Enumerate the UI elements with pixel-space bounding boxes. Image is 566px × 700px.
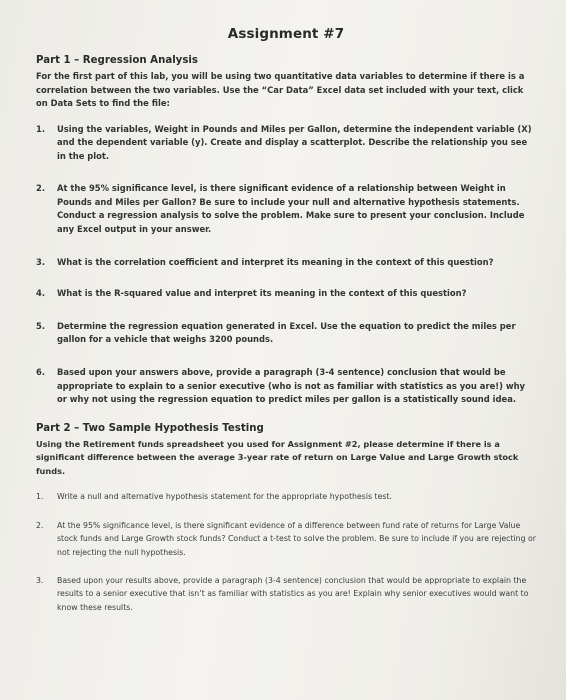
part-2-heading: Part 2 – Two Sample Hypothesis Testing <box>36 422 264 434</box>
question-item <box>36 287 536 301</box>
question-text: Write a null and alternative hypothesis statement for the appropriate hypothesis test. <box>57 492 392 502</box>
question-text: At the 95% significance level, is there significant evidence of a difference between fund rate of returns for Large Value stock funds and Large Growth stock funds? Conduct a t-test to solve the problem. Be sure to include if you are rejecting or not rejecting the null hypothesis. <box>57 520 537 557</box>
question-number: 3. <box>36 256 46 267</box>
question-text: Based upon your results above, provide a paragraph (3-4 sentence) conclusion that would be appropriate to explain the results to a senior executive that isn’t as familiar with statistics as you are! Explain why senior executives would want to know these results. <box>57 575 529 612</box>
question-text: At the 95% significance level, is there significant evidence of a relationship between Weight in Pounds and Miles per Gallon? Be sure to include your null and alternative hypothesis statements. Conduct a regression analysis to solve the problem. Make sure to present your conclusion. Include any Excel output in your answer. <box>57 183 525 235</box>
part-1-questions <box>36 123 536 407</box>
part-1-intro: For the first part of this lab, you will be using two quantitative data variables to determine if there is a correlation between the two variables. Use the “Car Data” Excel data set included with your text, click on Data Sets to find the file: <box>36 71 525 108</box>
question-text: Using the variables, Weight in Pounds and Miles per Gallon, determine the independent variable (X) and the dependent variable (y). Create and display a scatterplot. Describe the relationship you see in the plot. <box>57 123 532 161</box>
question-item <box>36 366 536 407</box>
question-text: What is the correlation coefficient and interpret its meaning in the context of this question? <box>57 256 494 267</box>
question-item <box>36 182 536 236</box>
question-item <box>36 519 536 559</box>
question-number: 2. <box>36 183 46 194</box>
question-number: 1. <box>36 123 46 134</box>
question-item <box>36 490 536 503</box>
question-number: 5. <box>36 320 46 331</box>
question-item <box>36 574 536 614</box>
question-number: 3. <box>36 575 44 585</box>
question-number: 2. <box>36 520 44 530</box>
question-text: Determine the regression equation generated in Excel. Use the equation to predict the miles per gallon for a vehicle that weighs 3200 pounds. <box>57 320 516 345</box>
question-item <box>36 320 536 347</box>
page-title: Assignment #7 <box>227 26 345 42</box>
question-number: 6. <box>36 367 46 378</box>
question-item <box>36 123 536 164</box>
question-text: What is the R-squared value and interpret its meaning in the context of this question? <box>57 288 467 299</box>
part-2-questions <box>36 490 536 614</box>
question-number: 1. <box>36 492 44 502</box>
question-number: 4. <box>36 288 46 299</box>
part-1-heading: Part 1 – Regression Analysis <box>36 55 198 66</box>
part-2-intro: Using the Retirement funds spreadsheet you used for Assignment #2, please determine if there is a significant difference between the average 3-year rate of return on Large Value and Large Growth stock funds. <box>36 438 519 476</box>
question-item <box>36 256 536 270</box>
question-text: Based upon your answers above, provide a paragraph (3-4 sentence) conclusion that would be appropriate to explain to a senior executive (who is not as familiar with statistics as you are!) why or why not using the regression equation to predict miles per gallon is a statistically sound idea. <box>57 367 525 405</box>
part-1-section <box>36 55 536 407</box>
part-2-section <box>36 423 536 614</box>
